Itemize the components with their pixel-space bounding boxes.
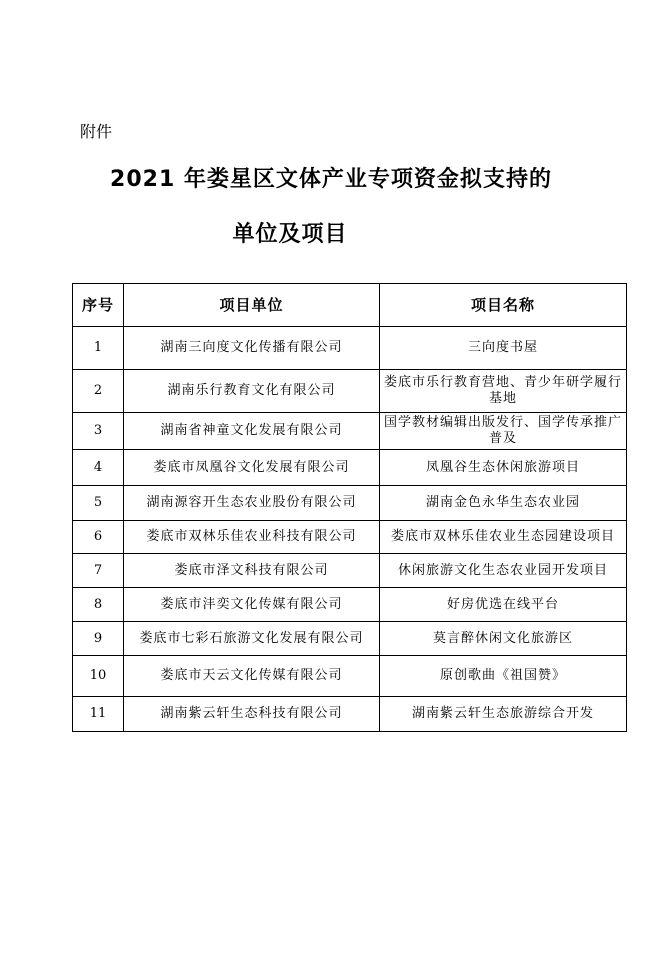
document-title-line-2: 单位及项目: [232, 222, 348, 247]
project-table-container: [72, 283, 626, 732]
header-unit: 项目单位: [124, 284, 380, 327]
row-serial: 2: [73, 370, 124, 413]
table-row: [73, 521, 627, 554]
attachment-label: 附件: [80, 122, 113, 141]
row-unit: 湖南省神童文化发展有限公司: [124, 413, 380, 450]
row-project: 娄底市双林乐佳农业生态园建设项目: [380, 521, 627, 554]
table-row: [73, 413, 627, 450]
row-unit: 娄底市泽文科技有限公司: [124, 554, 380, 588]
row-serial: 8: [73, 588, 124, 622]
row-project: 湖南紫云轩生态旅游综合开发: [380, 697, 627, 732]
table-row: [73, 588, 627, 622]
table-row: [73, 370, 627, 413]
table-row: [73, 554, 627, 588]
row-project: 娄底市乐行教育营地、青少年研学履行基地: [380, 370, 627, 413]
table-row: [73, 486, 627, 521]
row-project: 好房优选在线平台: [380, 588, 627, 622]
row-project: 湖南金色永华生态农业园: [380, 486, 627, 521]
row-serial: 7: [73, 554, 124, 588]
row-unit: 娄底市天云文化传媒有限公司: [124, 656, 380, 697]
row-serial: 11: [73, 697, 124, 732]
row-unit: 娄底市双林乐佳农业科技有限公司: [124, 521, 380, 554]
row-project: 三向度书屋: [380, 327, 627, 370]
row-serial: 9: [73, 622, 124, 656]
table-row: [73, 697, 627, 732]
table-row: [73, 656, 627, 697]
row-unit: 娄底市七彩石旅游文化发展有限公司: [124, 622, 380, 656]
table-row: [73, 450, 627, 486]
row-project: 国学教材编辑出版发行、国学传承推广普及: [380, 413, 627, 450]
row-serial: 1: [73, 327, 124, 370]
row-unit: 娄底市凤凰谷文化发展有限公司: [124, 450, 380, 486]
row-unit: 湖南源容开生态农业股份有限公司: [124, 486, 380, 521]
row-project: 凤凰谷生态休闲旅游项目: [380, 450, 627, 486]
header-serial: 序号: [73, 284, 124, 327]
row-project: 休闲旅游文化生态农业园开发项目: [380, 554, 627, 588]
row-serial: 5: [73, 486, 124, 521]
row-serial: 3: [73, 413, 124, 450]
row-unit: 娄底市沣奕文化传媒有限公司: [124, 588, 380, 622]
row-unit: 湖南紫云轩生态科技有限公司: [124, 697, 380, 732]
document-title-line-1: 2021 年娄星区文体产业专项资金拟支持的: [110, 167, 552, 192]
table-row: [73, 622, 627, 656]
table-row: [73, 327, 627, 370]
row-project: 原创歌曲《祖国赞》: [380, 656, 627, 697]
row-serial: 10: [73, 656, 124, 697]
row-serial: 4: [73, 450, 124, 486]
row-serial: 6: [73, 521, 124, 554]
row-unit: 湖南三向度文化传播有限公司: [124, 327, 380, 370]
row-project: 莫言醉休闲文化旅游区: [380, 622, 627, 656]
table-header-row: [73, 284, 627, 327]
header-project: 项目名称: [380, 284, 627, 327]
row-unit: 湖南乐行教育文化有限公司: [124, 370, 380, 413]
project-table: [72, 283, 627, 732]
